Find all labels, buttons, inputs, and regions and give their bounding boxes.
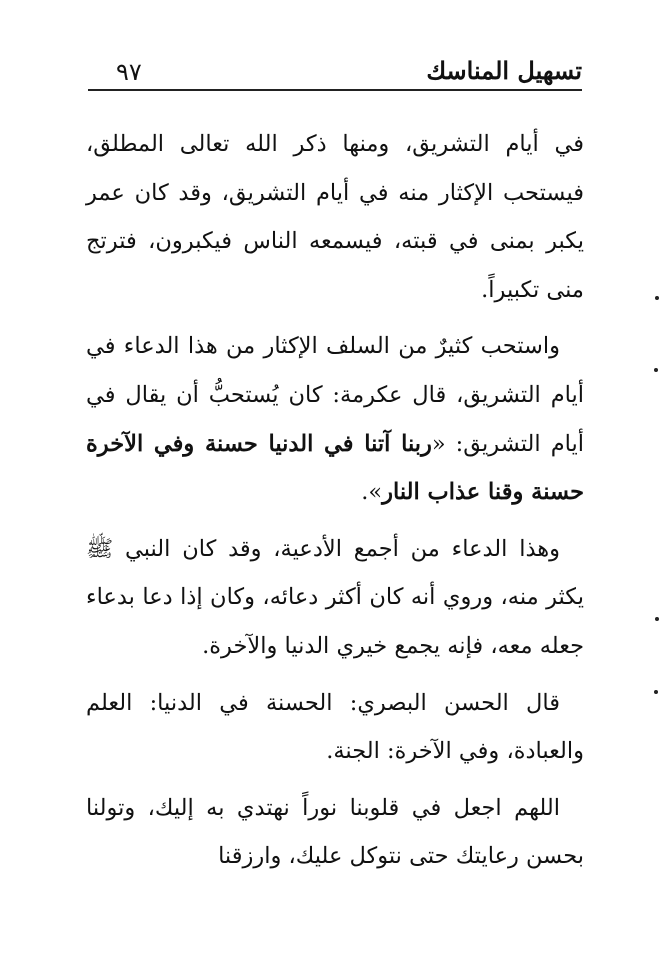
margin-speck [655, 296, 659, 300]
page-header [88, 52, 582, 90]
dua-quote: ربنا آتنا في الدنيا حسنة وفي الآخرة حسنة وقنا عذاب النار [86, 430, 584, 506]
paragraph-supplication: اللهم اجعل في قلوبنا نوراً نهتدي به إليك، وتولنا بحسن رعايتك حتى نتوكل عليك، وارزقنا [86, 794, 584, 870]
margin-speck [654, 690, 658, 694]
margin-speck [654, 368, 658, 372]
page-number: ٩٧ [116, 58, 142, 86]
dua-quote-close: ». [361, 479, 383, 506]
running-title: تسهيل المناسك [426, 56, 582, 85]
paragraph-hasan-basri: قال الحسن البصري: الحسنة في الدنيا: العلم والعبادة، وفي الآخرة: الجنة. [86, 689, 584, 765]
paragraph-comprehensive-dua: وهذا الدعاء من أجمع الأدعية، وقد كان النبي ﷺ يكثر منه، وروي أنه كان أكثر دعائه، وكان إذا دعا بدعاء جعله معه، فإنه يجمع خيري الدنيا والآخرة. [86, 535, 584, 659]
header-rule [88, 89, 582, 91]
body-text [86, 120, 584, 881]
paragraph-continuation: في أيام التشريق، ومنها ذكر الله تعالى المطلق، فيستحب الإكثار منه في أيام التشريق، وقد كان عمر يكبر بمنى في قبته، فيسمعه الناس فيكبرون، فترتج منى تكبيراً. [86, 131, 584, 303]
margin-speck [655, 617, 659, 621]
dua-intro-text: واستحب كثيرٌ من السلف الإكثار من هذا الدعاء في أيام التشريق، قال عكرمة: كان يُستحبُّ أن يقال في أيام التشريق: « [86, 333, 584, 457]
paragraph-dua [86, 322, 584, 516]
